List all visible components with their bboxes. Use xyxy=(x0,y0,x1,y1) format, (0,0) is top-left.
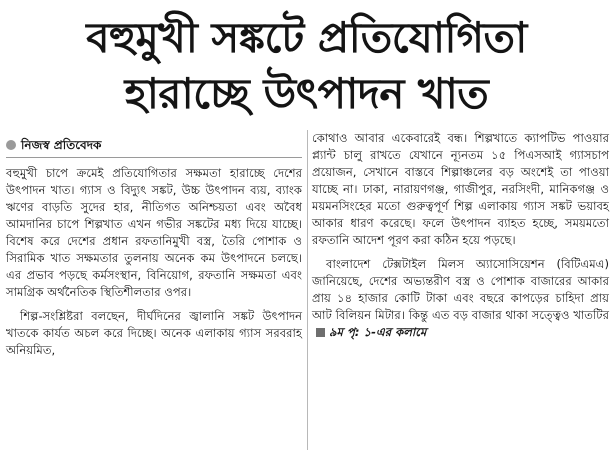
byline-rule xyxy=(6,157,302,158)
paragraph-2: শিল্প-সংশ্লিষ্টরা বলছেন, দীর্ঘদিনের জ্বালানি সঙ্কট উৎপাদন খাতকে কার্যত অচল করে দিচ্ছে। অনেক এলাকায় গ্যাস সরবরাহ অনিয়মিত, xyxy=(6,309,302,357)
paragraph-1: বহুমুখী চাপে ক্রমেই প্রতিযোগিতার সক্ষমতা হারাচ্ছে দেশের উৎপাদন খাত। গ্যাস ও বিদ্যুৎ সঙ্কট, উচ্চ উৎপাদন ব্যয়, ব্যাংক ঋণের বাড়তি সুদের হার, নীতিগত অনিশ্চয়তা এবং অবৈধ আমদানির চাপে শিল্পখাত এখন গভীর সঙ্কটের মধ্য দিয়ে যাচ্ছে। বিশেষ করে দেশের প্রধান রফতানিমুখী বস্ত্র, তৈরি পোশাক ও সিরামিক খাত সক্ষমতার তুলনায় অনেক কম উৎপাদনে চলছে। এর প্রভাব পড়ছে কর্মসংস্থান, বিনিয়োগ, রফতানি সক্ষমতা এবং সামগ্রিক অর্থনৈতিক স্থিতিশীলতার ওপর। xyxy=(6,166,302,299)
headline-line-2: হারাচ্ছে উৎপাদন খাত xyxy=(124,69,489,118)
headline-line-1: বহুমুখী সঙ্কটে প্রতিযোগিতা xyxy=(86,13,527,62)
byline xyxy=(6,130,302,154)
paragraph-4 xyxy=(312,256,609,341)
paragraph-4-text: বাংলাদেশ টেক্সটাইল মিলস অ্যাসোসিয়েশন (বিটিএমএ) জানিয়েছে, দেশের অভ্যন্তরীণ বস্ত্র ও পোশাক বাজারের আকার প্রায় ১৪ হাজার কোটি টাকা এবং বছরে কাপড়ের চাহিদা প্রায় আট বিলিয়ন মিটার। কিন্তু এত বড় বাজার থাকা সত্ত্বেও খাতটির xyxy=(312,257,609,322)
right-column xyxy=(312,130,609,348)
byline-text: নিজস্ব প্রতিবেদক xyxy=(21,138,102,152)
article-body xyxy=(6,130,609,452)
left-column xyxy=(6,130,302,366)
paragraph-3: কোথাও আবার একেবারেই বন্ধ। শিল্পখাতে ক্যাপটিভ পাওয়ার প্ল্যান্ট চালু রাখতে যেখানে ন্যূনতম ১৫ পিএসআই গ্যাসচাপ প্রয়োজন, সেখানে বাস্তবে শিল্পাঞ্চলের বড় অংশেই তা পাওয়া যাচ্ছে না। ঢাকা, নারায়ণগঞ্জ, গাজীপুর, নরসিংদী, মানিকগঞ্জ ও ময়মনসিংহের মতো গুরুত্বপূর্ণ শিল্প এলাকায় গ্যাস সঙ্কট ভয়াবহ আকার ধারণ করেছে। ফলে উৎপাদন ব্যাহত হচ্ছে, সময়মতো রফতানি আদেশ পূরণ করা কঠিন হয়ে পড়ছে। xyxy=(312,131,609,247)
headline xyxy=(0,0,613,128)
column-divider xyxy=(307,130,308,450)
bullet-dot-icon xyxy=(6,140,16,150)
continued-jump-label[interactable]: ৯ম পৃ: ১-এর কলামে xyxy=(329,325,427,339)
continued-square-icon xyxy=(316,328,325,337)
